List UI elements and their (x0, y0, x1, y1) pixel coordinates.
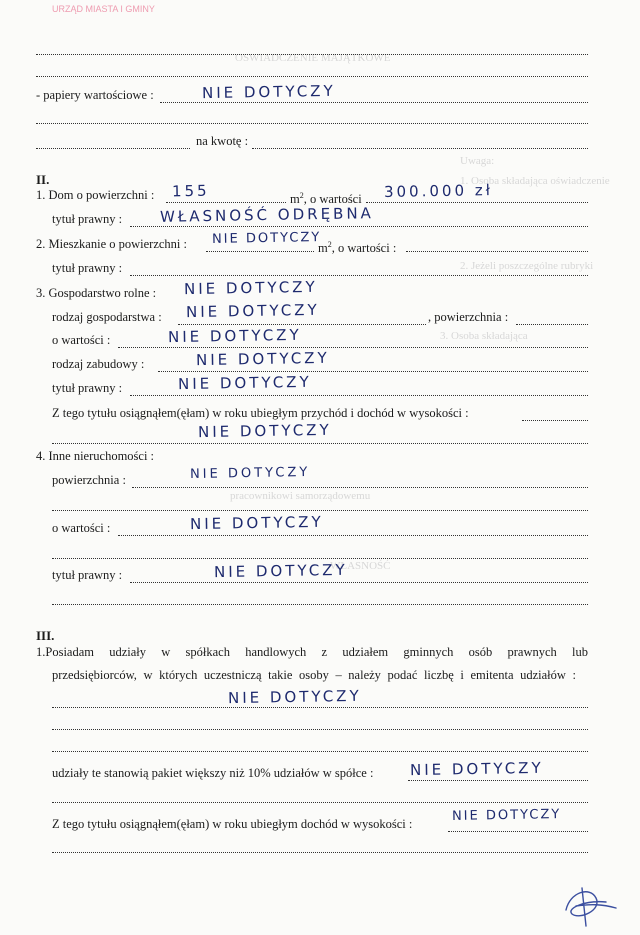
inne-wart-label: o wartości : (52, 521, 111, 535)
dom-value-field (366, 202, 588, 203)
mieszkanie-tytul-label: tytuł prawny : (52, 261, 123, 275)
dom-tytul-field (130, 226, 588, 227)
zabudowy-label: rodzaj zabudowy : (52, 357, 145, 371)
initials-signature (556, 880, 626, 930)
zabudowy-value: NIE DOTYCZY (195, 348, 330, 370)
gospodarstwo-label: 3. Gospodarstwo rolne : (36, 286, 157, 300)
pakiet-value: NIE DOTYCZY (409, 758, 544, 780)
rodzaj-label: rodzaj gospodarstwa : (52, 310, 162, 324)
powierzchnia-field (516, 324, 588, 325)
blank-line (52, 802, 588, 803)
blank-line (52, 510, 588, 511)
declaration-page: URZĄD MIASTA I GMINY OSWIADCZENIE MAJĄTKOWE Uwaga: 1. Osoba składająca oświadczenie 2. Jeżeli poszczególne rubryki 3. Osoba składająca pracownikowi samorządowemu WŁASNOŚĆ - papiery wartościowe : NIE DOTYCZY na kwotę : II. 1. Dom o powierzchni : 155 $m^2$, o wartości 300.000 zł tytuł prawny : WŁASNOŚĆ ODRĘBNA 2. Mieszkanie o powierzchni : NIE DOTYCZY $m^2$, o wartości : tytuł prawny : 3. Gospodarstwo rolne : NIE DOTYCZY rodzaj gospodarstwa : NIE DOTYCZY , powierzchnia : o wartości : NIE DOTYCZY rodzaj zabudowy : NIE DOTYCZY tytuł prawny : NIE DOTYCZY Z tego tytułu osiągnąłem(ęłam) w roku ubiegłym przychód i dochód w wysokości : NIE DOTYCZY 4. Inne nieruchomości : powierzchnia : NIE DOTYCZY o wartości : NIE DOTYCZY tytuł prawny : NIE DOTYCZY III. 1.Posiadam udziały w spółkach handlowych z udziałem gminnych osób prawnych lub przedsiębiorców, w których uczestniczą takie osoby – należy podać liczbę i emitenta udziałów : NIE DOTYCZY udziały te stanowią pakiet większy niż 10% udziałów w spółce : NIE DOTYCZY Z tego tytułu osiągnąłem(ęłam) w roku ubiegłym dochód w wysokości : NIE DOTYCZY (0, 0, 640, 935)
dochod-label: Z tego tytułu osiągnąłem(ęłam) w roku ubiegłym dochód w wysokości : (52, 817, 413, 831)
inne-tytul-value: NIE DOTYCZY (213, 560, 348, 582)
mieszkanie-label: 2. Mieszkanie o powierzchni : (36, 237, 187, 251)
blank-line (36, 54, 588, 55)
mieszkanie-unit: $m^2$, o wartości : (318, 240, 397, 256)
mieszkanie-area-field (206, 251, 314, 252)
blank-line (36, 123, 588, 124)
rodzaj-field (178, 324, 426, 325)
papiery-value: NIE DOTYCZY (201, 81, 336, 103)
powierzchnia-label: , powierzchnia : (428, 310, 509, 324)
gosp-wartosc-label: o wartości : (52, 333, 111, 347)
inne-pow-value: NIE DOTYCZY (189, 464, 311, 483)
dom-value: 300.000 zł (383, 181, 494, 201)
blank-line (52, 751, 588, 752)
inne-wart-value: NIE DOTYCZY (189, 512, 324, 534)
mieszkanie-tytul-field (130, 275, 588, 276)
papiery-field (160, 102, 588, 103)
dom-area-value: 155 (171, 181, 210, 201)
dom-label: 1. Dom o powierzchni : (36, 188, 155, 202)
inne-wart-field (118, 535, 588, 536)
dochod-field (448, 831, 588, 832)
udzialy-text-1: 1.Posiadam udziały w spółkach handlowych z udziałem gminnych osób prawnych lub (36, 645, 588, 659)
udzialy-field (52, 707, 588, 708)
gosp-tytul-label: tytuł prawny : (52, 381, 123, 395)
inne-label: 4. Inne nieruchomości : (36, 449, 155, 463)
dom-area-field (166, 202, 286, 203)
rodzaj-value: NIE DOTYCZY (185, 300, 320, 322)
gosp-wartosc-value: NIE DOTYCZY (167, 325, 302, 347)
na-kwote-field (252, 148, 588, 149)
blank-line (52, 729, 588, 730)
dom-tytul-value: WŁASNOŚĆ ODRĘBNA (159, 204, 375, 226)
zabudowy-field (158, 371, 588, 372)
pakiet-field (408, 780, 588, 781)
gospodarstwo-value: NIE DOTYCZY (183, 277, 318, 299)
gosp-dochod-label: Z tego tytułu osiągnąłem(ęłam) w roku ubiegłym przychód i dochód w wysokości : (52, 406, 469, 420)
gosp-dochod-value: NIE DOTYCZY (197, 420, 332, 442)
mieszkanie-value: NIE DOTYCZY (211, 230, 322, 247)
header-stamp: URZĄD MIASTA I GMINY (52, 4, 155, 14)
blank-line (36, 76, 588, 77)
section-ii-heading: II. (36, 172, 50, 187)
inne-pow-label: powierzchnia : (52, 473, 126, 487)
inne-tytul-label: tytuł prawny : (52, 568, 123, 582)
gosp-tytul-value: NIE DOTYCZY (177, 372, 312, 394)
inne-tytul-field (130, 582, 588, 583)
blank-line (52, 852, 588, 853)
blank-line (52, 443, 588, 444)
section-iii-heading: III. (36, 628, 55, 643)
dochod-value: NIE DOTYCZY (451, 807, 562, 824)
na-kwote-label: na kwotę : (196, 134, 249, 148)
blank-line (52, 604, 588, 605)
gosp-tytul-field (130, 395, 588, 396)
dom-tytul-label: tytuł prawny : (52, 212, 123, 226)
blank-line (52, 558, 588, 559)
inne-pow-field (132, 487, 588, 488)
udzialy-text-2: przedsiębiorców, w których uczestniczą takie osoby – należy podać liczbę i emitenta udziałów : (52, 668, 576, 682)
mieszkanie-value-field (406, 251, 588, 252)
blank-line (36, 148, 190, 149)
papiery-label: - papiery wartościowe : (36, 88, 154, 102)
udzialy-value: NIE DOTYCZY (227, 686, 362, 708)
pakiet-label: udziały te stanowią pakiet większy niż 10% udziałów w spółce : (52, 766, 374, 780)
gosp-dochod-field (522, 420, 588, 421)
dom-unit: $m^2$, o wartości (290, 191, 362, 207)
gosp-wartosc-field (118, 347, 588, 348)
